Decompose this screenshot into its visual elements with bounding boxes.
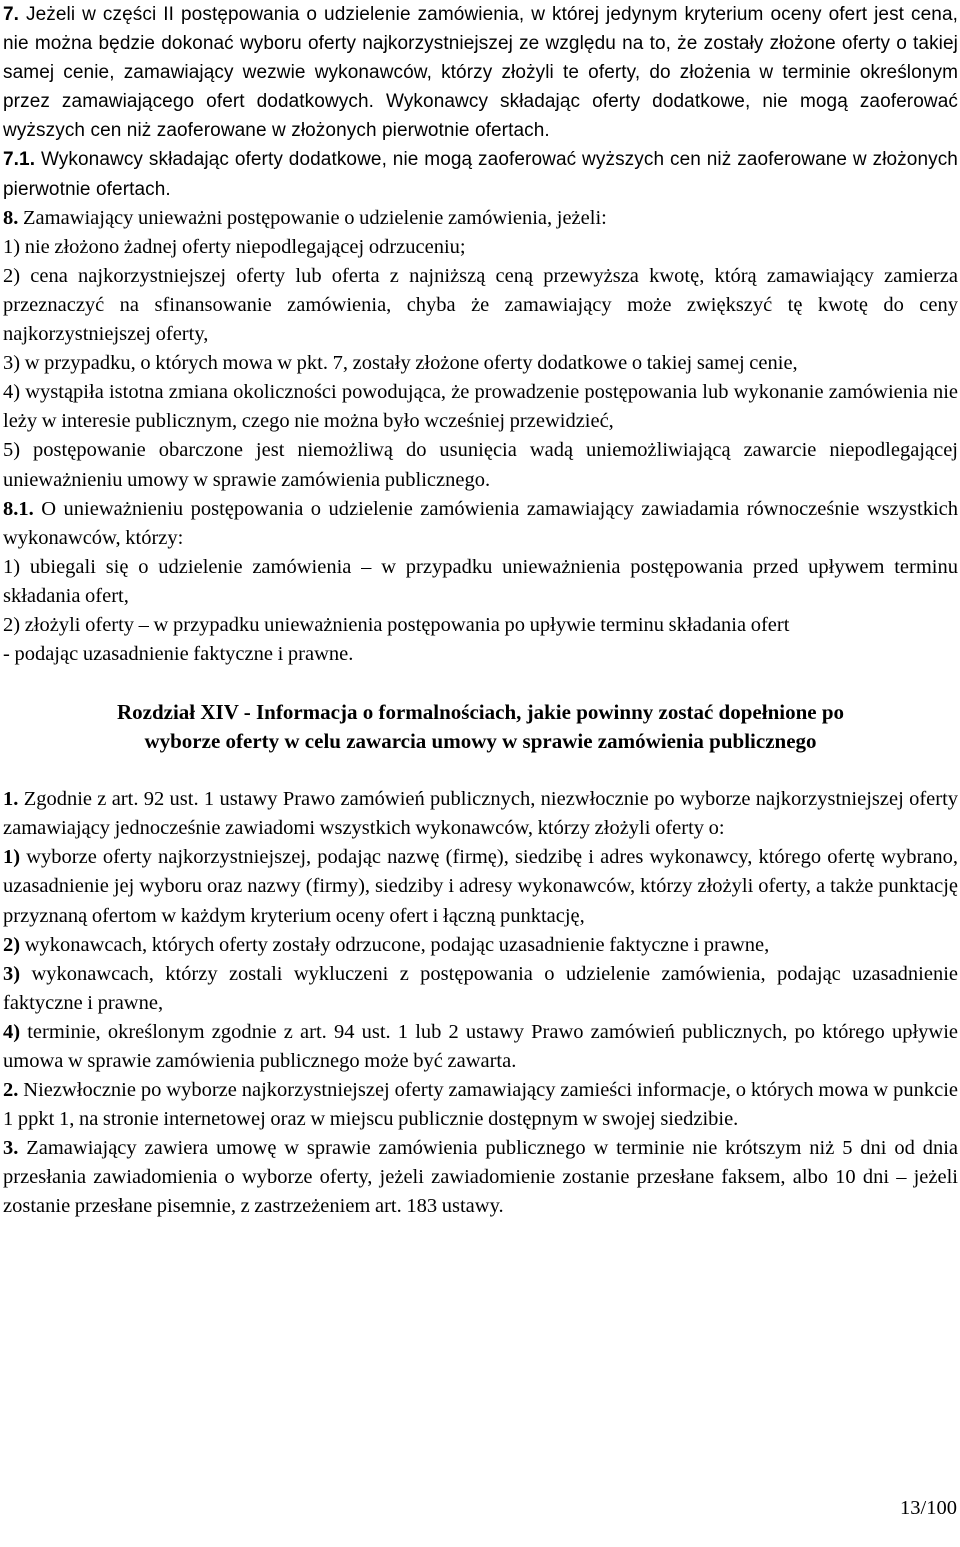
- paragraph-text: 1) nie złożono żadnej oferty niepodlegającej odrzuceniu;: [3, 235, 466, 258]
- document-body: [3, 0, 958, 1222]
- paragraph-text: Zgodnie z art. 92 ust. 1 ustawy Prawo zamówień publicznych, niezwłocznie po wyborze najkorzystniejszej oferty zamawiający jednocześnie zawiadomi wszystkich wykonawców, którzy złożyli oferty o:: [3, 788, 959, 840]
- paragraph-text: 1) ubiegali się o udzielenie zamówienia – w przypadku unieważnienia postępowania przed upływem terminu składania ofert,: [3, 555, 958, 607]
- paragraph-text: 5) postępowanie obarczone jest niemożliwą do usunięcia wadą uniemożliwiającą zawarcie niepodlegającej unieważnieniu umowy w sprawie zamówienia publicznego.: [3, 439, 958, 491]
- paragraph-number: 1.: [3, 788, 19, 811]
- paragraph-text: wykonawcach, których oferty zostały odrzucone, podając uzasadnienie faktyczne i prawne,: [24, 933, 770, 956]
- paragraph: [3, 204, 958, 233]
- paragraph-text: wykonawcach, którzy zostali wykluczeni z postępowania o udzielenie zamówienia, podając uzasadnienie faktyczne i prawne,: [3, 962, 958, 1014]
- paragraph: [3, 553, 958, 611]
- blank-line: [3, 756, 958, 785]
- paragraph-text: Jeżeli w części II postępowania o udzielenie zamówienia, w której jedynym kryterium oceny ofert jest cena, nie można będzie dokonać wyboru oferty najkorzystniejszej ze względu na to, że zostały złożone oferty o takiej samej cenie, zamawiający wezwie wykonawców, którzy złożyli te oferty, do złożenia w terminie określonym przez zamawiającego ofert dodatkowych. Wykonawcy składając oferty dodatkowe, nie mogą zaoferować wyższych cen niż zaoferowane w złożonych pierwotnie ofertach.: [3, 4, 958, 142]
- paragraph: [3, 960, 958, 1018]
- paragraph-text: - podając uzasadnienie faktyczne i prawne.: [3, 643, 354, 666]
- paragraph-text: Zamawiający unieważni postępowanie o udzielenie zamówienia, jeżeli:: [23, 206, 607, 229]
- paragraph: [3, 931, 958, 960]
- paragraph: [3, 1134, 958, 1221]
- paragraph: [3, 436, 958, 494]
- paragraph-text: O unieważnieniu postępowania o udzielenie zamówienia zamawiający zawiadamia równocześnie wszystkich wykonawców, którzy:: [3, 497, 958, 549]
- paragraph: [3, 785, 958, 843]
- paragraph: [3, 349, 958, 378]
- paragraph-number: 3.: [3, 1137, 19, 1160]
- chapter-heading-line: wyborze oferty w celu zawarcia umowy w sprawie zamówienia publicznego: [144, 729, 817, 754]
- paragraph: [3, 378, 958, 436]
- paragraph: [3, 262, 958, 349]
- paragraph: [3, 843, 958, 930]
- paragraph-text: 2) złożyli oferty – w przypadku unieważnienia postępowania po upływie terminu składania ofert: [3, 613, 790, 636]
- paragraph-number: 8.1.: [3, 497, 34, 520]
- paragraph-text: 2) cena najkorzystniejszej oferty lub oferta z najniższą ceną przewyższa kwotę, którą zamawiający zamierza przeznaczyć na sfinansowanie zamówienia, chyba że zamawiający może zwiększyć tę kwotę do ceny najkorzystniejszej oferty,: [3, 264, 958, 346]
- paragraph-text: terminie, określonym zgodnie z art. 94 ust. 1 lub 2 ustawy Prawo zamówień publicznych, po którego upływie umowa w sprawie zamówienia publicznego może być zawarta.: [3, 1020, 959, 1072]
- paragraph-text: Niezwłocznie po wyborze najkorzystniejszej oferty zamawiający zamieści informacje, o których mowa w punkcie 1 ppkt 1, na stronie internetowej oraz w miejscu publicznie dostępnym w swojej siedzibie.: [3, 1079, 959, 1131]
- paragraph: [3, 0, 958, 145]
- paragraph-text: Wykonawcy składając oferty dodatkowe, nie mogą zaoferować wyższych cen niż zaoferowane w złożonych pierwotnie ofertach.: [3, 149, 958, 200]
- paragraph: [3, 1076, 958, 1134]
- paragraph-number: 3): [3, 962, 21, 985]
- paragraph-number: 2): [3, 933, 21, 956]
- paragraph: [3, 640, 958, 669]
- paragraph-text: wyborze oferty najkorzystniejszej, podając nazwę (firmę), siedzibę i adres wykonawcy, którego ofertę wybrano, uzasadnienie jej wyboru oraz nazwy (firmy), siedziby i adresy wykonawców, którzy złożyli oferty, a także punktację przyznaną ofertom w każdym kryterium oceny ofert i łączną punktację,: [3, 846, 958, 927]
- paragraph: [3, 495, 958, 553]
- paragraph-number: 2.: [3, 1079, 19, 1102]
- paragraph: [3, 145, 958, 203]
- paragraph-text: Zamawiający zawiera umowę w sprawie zamówienia publicznego w terminie nie krótszym niż 5 dni od dnia przesłania zawiadomienia o wyborze oferty, jeżeli zawiadomienie zostanie przesłane faksem, albo 10 dni – jeżeli zostanie przesłane pisemnie, z zastrzeżeniem art. 183 ustawy.: [3, 1137, 959, 1218]
- paragraph-text: 3) w przypadku, o których mowa w pkt. 7, zostały złożone oferty dodatkowe o takiej samej cenie,: [3, 352, 798, 375]
- paragraph-number: 7.1.: [3, 149, 36, 171]
- paragraph-number: 7.: [3, 4, 20, 25]
- blank-line: [3, 669, 958, 698]
- paragraph: [3, 611, 958, 640]
- paragraph-number: 1): [3, 846, 21, 869]
- chapter-heading: [3, 698, 958, 756]
- paragraph-number: 8.: [3, 206, 19, 229]
- paragraph-number: 4): [3, 1020, 21, 1043]
- paragraph: [3, 1018, 958, 1076]
- page-number: 13/100: [900, 1497, 957, 1519]
- paragraph: [3, 233, 958, 262]
- paragraph-text: 4) wystąpiła istotna zmiana okoliczności powodująca, że prowadzenie postępowania lub wykonanie zamówienia nie leży w interesie publicznym, czego nie można było wcześniej przewidzieć,: [3, 381, 958, 433]
- chapter-heading-line: Rozdział XIV - Informacja o formalnościach, jakie powinny zostać dopełnione po: [116, 700, 845, 725]
